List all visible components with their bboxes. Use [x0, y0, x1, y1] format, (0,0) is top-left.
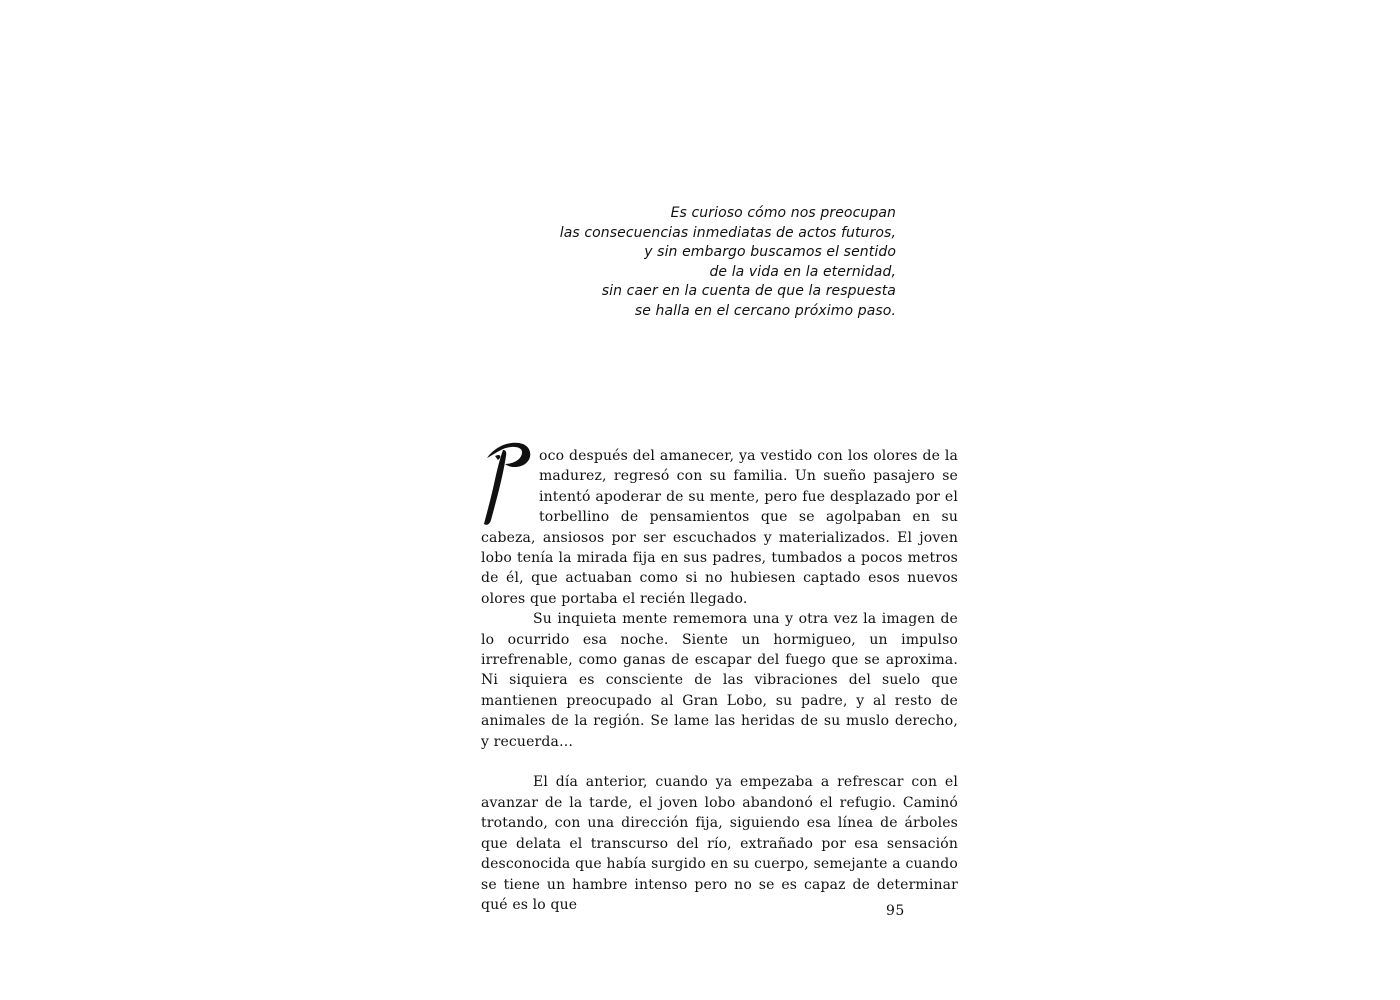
chapter-body [481, 446, 958, 915]
epigraph [476, 204, 896, 322]
paragraph-3: El día anterior, cuando ya empezaba a refrescar con el avanzar de la tarde, el joven lobo abandonó el refugio. Caminó trotando, con una dirección fija, siguiendo esa línea de árboles que delata el transcurso del río, extrañado por esa sensación desconocida que había surgido en su cuerpo, semejante a cuando se tiene un hambre intenso pero no se es capaz de determinar qué es lo que [481, 774, 958, 913]
epigraph-line: sin caer en la cuenta de que la respuesta [601, 283, 896, 300]
dropcap-glyph [481, 436, 533, 528]
paragraph-1-text: oco después del amanecer, ya vestido con los olores de la madurez, regresó con su familia. Un sueño pasajero se intentó apoderar de su mente, pero fue desplazado por el torbellino de pensamientos que se agolpaban en su cabeza, ansiosos por ser escuchados y materializados. El joven lobo tenía la mirada fija en sus padres, tumbados a pocos metros de él, que actuaban como si no hubiesen captado esos nuevos olores que portaba el recién llegado. [481, 448, 958, 607]
epigraph-line: las consecuencias inmediatas de actos futuros, [559, 224, 896, 241]
paragraph-1 [481, 446, 958, 609]
epigraph-line: se halla en el cercano próximo paso. [634, 302, 896, 319]
page-number: 95 [886, 903, 905, 919]
epigraph-line: Es curioso cómo nos preocupan [670, 205, 896, 221]
epigraph-line: y sin embargo buscamos el sentido [644, 244, 896, 261]
dropcap-letter [481, 436, 533, 516]
epigraph-line: de la vida en la eternidad, [709, 263, 896, 280]
paragraph-2: Su inquieta mente rememora una y otra vez la imagen de lo ocurrido esa noche. Siente un hormigueo, un impulso irrefrenable, como ganas de escapar del fuego que se aproxima. Ni siquiera es consciente de las vibraciones del suelo que mantienen preocupado al Gran Lobo, su padre, y al resto de animales de la región. Se lame las heridas de su muslo derecho, y recuerda… [481, 611, 958, 750]
